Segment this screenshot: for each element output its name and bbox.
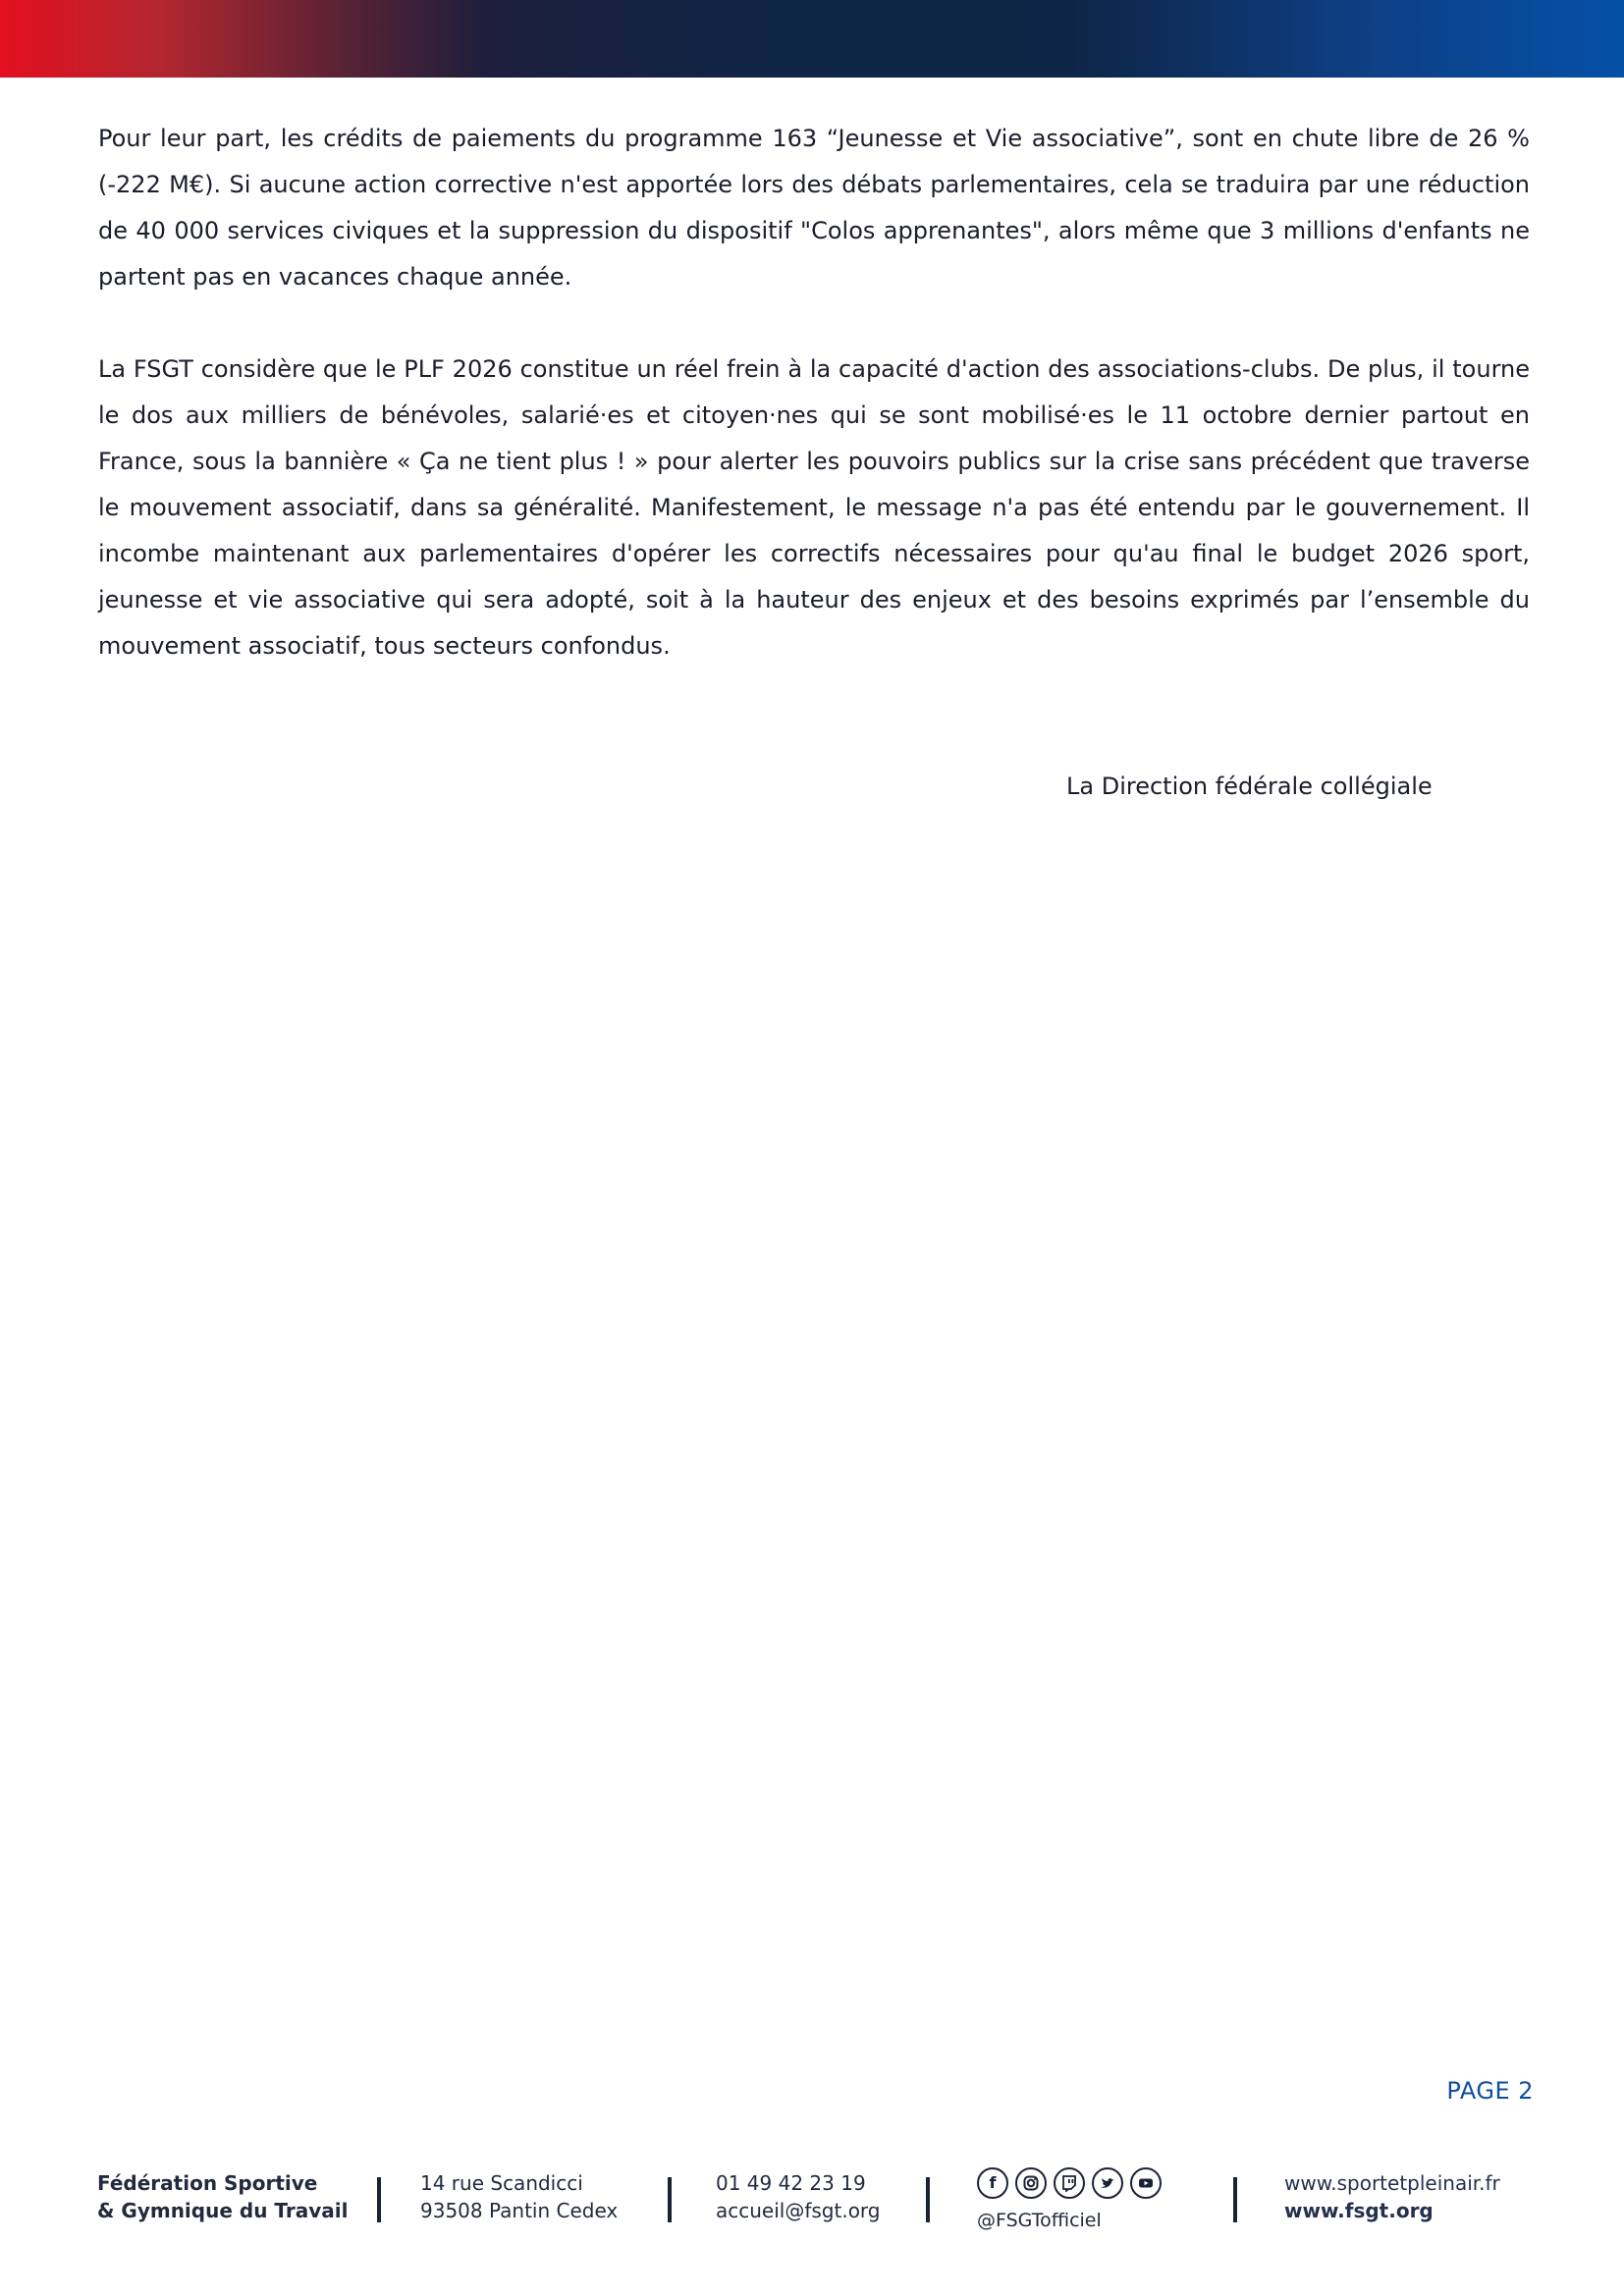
social-handle[interactable]: @FSGTofficiel (977, 2210, 1102, 2231)
footer-websites (1284, 2169, 1500, 2224)
footer-address-line2: 93508 Pantin Cedex (420, 2199, 619, 2222)
footer-organization (97, 2169, 348, 2224)
website-link-fsgt[interactable]: www.fsgt.org (1284, 2199, 1434, 2222)
footer (0, 2160, 1624, 2248)
paragraph-fsgt-position: La FSGT considère que le PLF 2026 constitue un réel frein à la capacité d'action des associations-clubs. De plus, il tourne le dos aux milliers de bénévoles, salarié·es et citoyen·nes qui se sont mobilisé·es le 11 octobre dernier partout en France, sous la bannière « Ça ne tient plus ! » pour alerter les pouvoirs publics sur la crise sans précédent que traverse le mouvement associatif, dans sa généralité. Manifestement, le message n'a pas été entendu par le gouvernement. Il incombe maintenant aux parlementaires d'opérer les correctifs nécessaires pour qu'au final le budget 2026 sport, jeunesse et vie associative qui sera adopté, soit à la hauteur des enjeux et des besoins exprimés par l’ensemble du mouvement associatif, tous secteurs confondus. (98, 355, 1530, 660)
footer-social (977, 2165, 1162, 2234)
instagram-icon[interactable] (1015, 2167, 1047, 2199)
website-link-sportetpleinair[interactable]: www.sportetpleinair.fr (1284, 2171, 1500, 2195)
social-icon-row (977, 2165, 1162, 2201)
youtube-icon[interactable] (1130, 2167, 1162, 2199)
twitter-icon[interactable] (1092, 2167, 1123, 2199)
footer-org-line1: Fédération Sportive (97, 2171, 318, 2195)
footer-divider (1233, 2177, 1237, 2222)
footer-org-line2: & Gymnique du Travail (97, 2199, 349, 2222)
page-number: PAGE 2 (1446, 2077, 1534, 2105)
footer-divider (377, 2177, 381, 2222)
footer-divider (926, 2177, 930, 2222)
footer-email[interactable]: accueil@fsgt.org (716, 2199, 881, 2222)
signature: La Direction fédérale collégiale (1066, 773, 1433, 800)
footer-phone: 01 49 42 23 19 (716, 2171, 866, 2195)
footer-address-line1: 14 rue Scandicci (420, 2171, 583, 2195)
footer-divider (668, 2177, 672, 2222)
letter-body (98, 116, 1530, 716)
facebook-icon[interactable]: f (977, 2167, 1008, 2199)
header-color-band (0, 0, 1624, 78)
footer-contact (716, 2169, 881, 2224)
twitch-icon[interactable] (1054, 2167, 1085, 2199)
paragraph-budget-youth: Pour leur part, les crédits de paiements du programme 163 “Jeunesse et Vie associative”, sont en chute libre de 26 % (-222 M€). Si aucune action corrective n'est apportée lors des débats parlementaires, cela se traduira par une réduction de 40 000 services civiques et la suppression du dispositif "Colos apprenantes", alors même que 3 millions d'enfants ne partent pas en vacances chaque année. (98, 125, 1530, 291)
footer-address (420, 2169, 618, 2224)
